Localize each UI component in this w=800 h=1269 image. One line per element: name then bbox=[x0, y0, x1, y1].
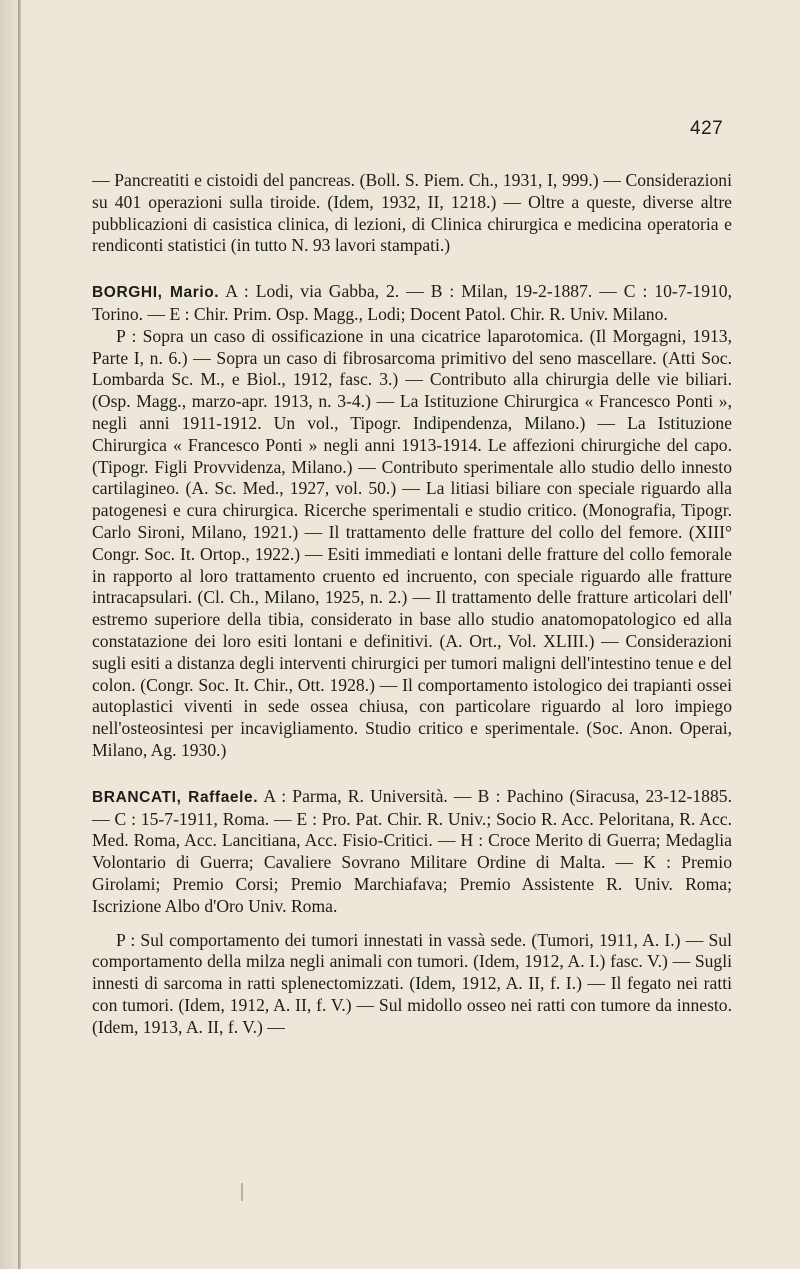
page-body bbox=[92, 170, 732, 1038]
entry-name: BRANCATI, Raffaele. bbox=[92, 788, 259, 806]
entry-publications: P : Sopra un caso di ossificazione in una cicatrice laparotomica. (Il Morgagni, 1913, Parte I, n. 6.) — Sopra un caso di fibrosarcoma primitivo del seno mascellare. (Atti Soc. Lombarda Sc. M., e Biol., 1912, fasc. 3.) — Contributo alla chirurgia delle vie biliari. (Osp. Magg., marzo-apr. 1913, n. 3-4.) — La Istituzione Chirurgica « Francesco Ponti », negli anni 1911-1912. Un vol., Tipogr. Indipendenza, Milano.) — La Istituzione Chirurgica « Francesco Ponti » negli anni 1913-1914. Le affezioni chirurgiche del capo. (Tipogr. Figli Provvidenza, Milano.) — Contributo sperimentale allo studio dello innesto cartilagineo. (A. Sc. Med., 1927, vol. 50.) — La litiasi biliare con speciale riguardo alla patogenesi e cura chirurgica. Ricerche sperimentali e studio critico. (Monografia, Tipogr. Carlo Sironi, Milano, 1921.) — Il trattamento delle fratture del collo del femore. (XIII° Congr. Soc. It. Ortop., 1922.) — Esiti immediati e lontani delle fratture del collo femorale in rapporto al loro trattamento cruento ed incruento, con speciale riguardo alle fratture intracapsulari. (Cl. Ch., Milano, 1925, n. 2.) — Il trattamento delle fratture articolari dell' estremo superiore della tibia, considerato in base allo studio anatomopatologico ed alla constatazione dei loro esiti lontani e definitivi. (A. Ort., Vol. XLIII.) — Considerazioni sugli esiti a distanza degli interventi chirurgici per tumori maligni dell'intestino tenue e del colon. (Congr. Soc. It. Chir., Ott. 1928.) — Il comportamento istologico dei trapianti ossei autoplastici viventi in sede ossea chiusa, con particolare riguardo al loro impiego nell'osteosintesi per incavigliamento. Studio critico e sperimentale. (Soc. Anon. Operai, Milano, Ag. 1930.) bbox=[92, 325, 732, 760]
paper-mark bbox=[241, 1183, 243, 1201]
entry-publications: P : Sul comportamento dei tumori innestati in vassà sede. (Tumori, 1911, A. I.) — Sul comportamento della milza negli animali con tumori. (Idem, 1912, A. I.) fasc. V.) — Sugli innesti di sarcoma in ratti splenectomizzati. (Idem, 1912, A. II, f. I.) — Il fegato nei ratti con tumori. (Idem, 1912, A. II, f. V.) — Sul midollo osseo nei ratti con tumore da innesto. (Idem, 1913, A. II, f. V.) — bbox=[92, 929, 732, 1037]
entry-header-text: A : Lodi, via Gabba, 2. — B : Milan, 19-2-1887. — C : 10-7-1910, Torino. — E : Chir. Prim. Osp. Magg., Lodi; Docent Patol. Chir. R. Univ. Milano. bbox=[92, 281, 732, 324]
page-number: 427 bbox=[690, 118, 724, 139]
biography-entry bbox=[92, 786, 732, 1039]
paragraph-spacer bbox=[92, 918, 732, 930]
entry-name: BORGHI, Mario. bbox=[92, 284, 220, 302]
entry-header-text: A : Parma, R. Università. — B : Pachino (Siracusa, 23-12-1885. — C : 15-7-1911, Roma. — E : Pro. Pat. Chir. R. Univ.; Socio R. Acc. Peloritana, R. Acc. Med. Roma, Acc. Lancitiana, Acc. Fisio-Critici. — H : Croce Merito di Guerra; Medaglia Volontario di Guerra; Cavaliere Sovrano Militare Ordine di Malta. — K : Premio Girolami; Premio Corsi; Premio Marchiafava; Premio Assistente R. Univ. Roma; Iscrizione Albo d'Oro Univ. Roma. bbox=[92, 785, 732, 916]
page-gutter-shadow bbox=[0, 0, 18, 1269]
entry-header bbox=[92, 786, 732, 918]
biography-entry bbox=[92, 281, 732, 762]
entry-header bbox=[92, 281, 732, 326]
page-binding-edge bbox=[18, 0, 21, 1269]
continuation-paragraph: — Pancreatiti e cistoidi del pancreas. (Boll. S. Piem. Ch., 1931, I, 999.) — Considerazioni su 401 operazioni sulla tiroide. (Idem, 1932, II, 1218.) — Oltre a queste, diverse altre pubblicazioni di casistica clinica, di lezioni, di Clinica chirurgica e medicina operatoria e rendiconti statistici (in tutto N. 93 lavori stampati.) bbox=[92, 170, 732, 256]
